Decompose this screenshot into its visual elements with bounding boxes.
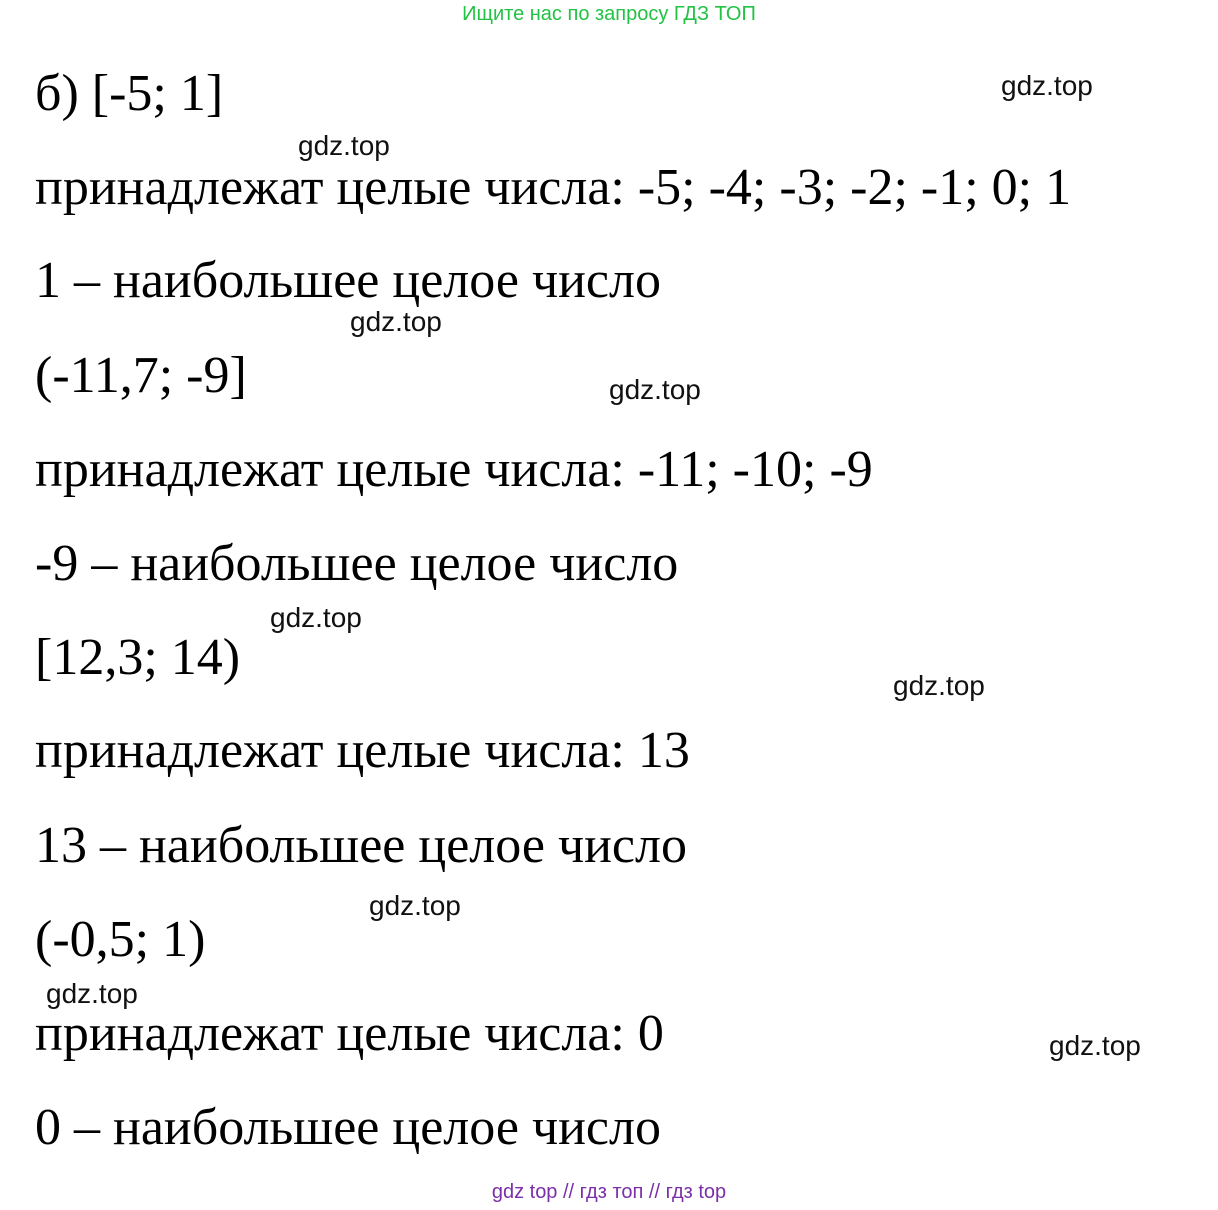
solution-line-interval-2: (-11,7; -9] bbox=[35, 347, 247, 404]
solution-line-interval-b: б) [-5; 1] bbox=[35, 65, 224, 122]
watermark: gdz.top bbox=[369, 890, 461, 921]
solution-line-max-3: 13 – наибольшее целое число bbox=[35, 817, 687, 874]
solution-line-max-4: 0 – наибольшее целое число bbox=[35, 1099, 661, 1156]
solution-line-integers-3: принадлежат целые числа: 13 bbox=[35, 722, 690, 779]
watermark: gdz.top bbox=[270, 602, 362, 633]
watermark: gdz.top bbox=[46, 978, 138, 1009]
watermark: gdz.top bbox=[893, 670, 985, 701]
solution-line-interval-3: [12,3; 14) bbox=[35, 629, 241, 686]
watermark: gdz.top bbox=[609, 374, 701, 405]
watermark: gdz.top bbox=[298, 130, 390, 161]
watermark: gdz.top bbox=[1001, 70, 1093, 101]
solution-line-integers-2: принадлежат целые числа: -11; -10; -9 bbox=[35, 441, 873, 498]
solution-line-integers-4: принадлежат целые числа: 0 bbox=[35, 1005, 664, 1062]
solution-line-integers-1: принадлежат целые числа: -5; -4; -3; -2; -1; 0; 1 bbox=[35, 159, 1072, 216]
footer-watermark: gdz top // гдз топ // гдз top bbox=[491, 1181, 727, 1203]
solution-line-max-1: 1 – наибольшее целое число bbox=[35, 252, 661, 309]
watermark: gdz.top bbox=[350, 306, 442, 337]
solution-line-interval-4: (-0,5; 1) bbox=[35, 911, 206, 968]
top-banner: Ищите нас по запросу ГДЗ ТОП bbox=[462, 3, 756, 25]
solution-line-max-2: -9 – наибольшее целое число bbox=[35, 535, 679, 592]
watermark: gdz.top bbox=[1049, 1030, 1141, 1061]
